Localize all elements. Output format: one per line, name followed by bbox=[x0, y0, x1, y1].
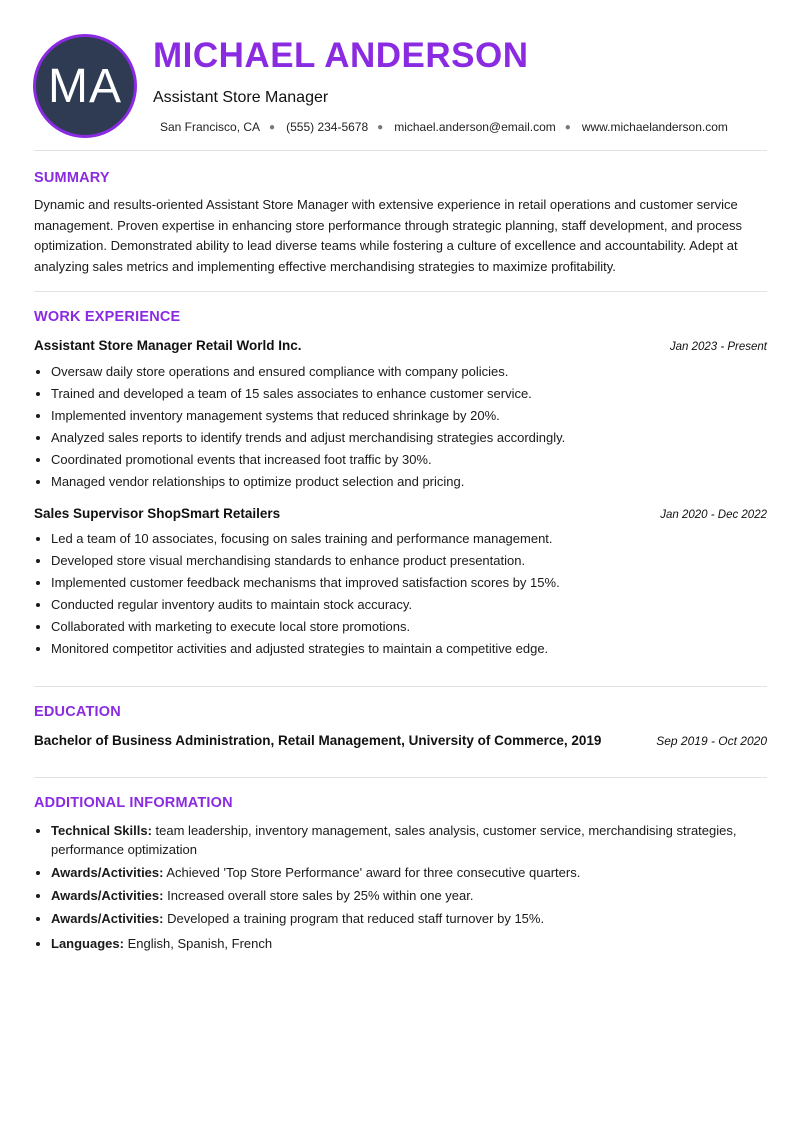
list-item: • Implemented inventory management systems that reduced shrinkage by 20%. bbox=[51, 405, 784, 427]
list-item: • Led a team of 10 associates, focusing on sales training and performance management. bbox=[51, 528, 784, 550]
item-text: Increased overall store sales by 25% within one year. bbox=[167, 888, 474, 903]
job-date: Jan 2020 - Dec 2022 bbox=[660, 509, 767, 521]
section-heading-additional: ADDITIONAL INFORMATION bbox=[34, 795, 233, 811]
list-item bbox=[51, 886, 784, 905]
candidate-name: MICHAEL ANDERSON bbox=[153, 36, 529, 75]
list-item: • Conducted regular inventory audits to maintain stock accuracy. bbox=[51, 594, 784, 616]
list-item: • Monitored competitor activities and adjusted strategies to maintain a competitive edge. bbox=[51, 638, 784, 660]
summary-text: Dynamic and results-oriented Assistant Store Manager with extensive experience in retail operations and customer service management. Proven expertise in enhancing store performance through strategic planning, staff development, and process optimization. Demonstrated ability to lead diverse teams while fostering a culture of excellence and accountability. Adept at analyzing sales metrics and implementing effective merchandising strategies to maximize profitability. bbox=[34, 197, 742, 274]
list-item: • Collaborated with marketing to execute local store promotions. bbox=[51, 616, 784, 638]
item-label: Awards/Activities: bbox=[51, 888, 164, 903]
contact-website[interactable]: www.michaelanderson.com bbox=[581, 120, 728, 134]
item-text: Achieved 'Top Store Performance' award for three consecutive quarters. bbox=[166, 865, 581, 880]
item-label: Awards/Activities: bbox=[51, 911, 164, 926]
list-item: • Developed store visual merchandising standards to enhance product presentation. bbox=[51, 550, 784, 572]
contact-phone: (555) 234-5678 bbox=[286, 120, 369, 134]
list-item: • Managed vendor relationships to optimize product selection and pricing. bbox=[51, 471, 784, 493]
additional-list bbox=[34, 821, 784, 957]
list-item bbox=[51, 934, 784, 953]
job-bullets bbox=[34, 361, 784, 493]
separator-dot-icon: ● bbox=[377, 121, 384, 133]
item-text: team leadership, inventory management, sales analysis, customer service, merchandising strategies, performance optimization bbox=[51, 823, 737, 857]
divider bbox=[34, 150, 767, 151]
list-item: • Oversaw daily store operations and ensured compliance with company policies. bbox=[51, 361, 784, 383]
avatar bbox=[33, 34, 137, 138]
item-label: Languages: bbox=[51, 936, 124, 951]
job-date: Jan 2023 - Present bbox=[669, 341, 767, 353]
item-label: Awards/Activities: bbox=[51, 865, 164, 880]
divider bbox=[34, 686, 767, 687]
avatar-initials: MA bbox=[48, 59, 122, 113]
item-label: Technical Skills: bbox=[51, 823, 152, 838]
list-item: • Implemented customer feedback mechanisms that improved satisfaction scores by 15%. bbox=[51, 572, 784, 594]
contact-email[interactable]: michael.anderson@email.com bbox=[394, 120, 556, 134]
separator-dot-icon: ● bbox=[564, 121, 571, 133]
section-heading-education: EDUCATION bbox=[34, 704, 121, 720]
job-header bbox=[34, 338, 767, 353]
contact-location: San Francisco, CA bbox=[160, 120, 261, 134]
item-text: Developed a training program that reduced staff turnover by 15%. bbox=[167, 911, 545, 926]
education-date: Sep 2019 - Oct 2020 bbox=[656, 734, 767, 748]
list-item bbox=[51, 909, 784, 928]
list-item: • Trained and developed a team of 15 sales associates to enhance customer service. bbox=[51, 383, 784, 405]
section-heading-experience: WORK EXPERIENCE bbox=[34, 309, 181, 325]
divider bbox=[34, 777, 767, 778]
job-role: Sales Supervisor ShopSmart Retailers bbox=[34, 506, 281, 521]
education-degree: Bachelor of Business Administration, Retail Management, University of Commerce, 2019 bbox=[34, 733, 602, 748]
list-item bbox=[51, 821, 784, 859]
job-header bbox=[34, 506, 767, 521]
candidate-title: Assistant Store Manager bbox=[153, 89, 329, 106]
item-text: English, Spanish, French bbox=[127, 936, 273, 951]
job-bullets bbox=[34, 528, 784, 660]
list-item: • Analyzed sales reports to identify trends and adjust merchandising strategies accordingly. bbox=[51, 427, 784, 449]
list-item: • Coordinated promotional events that increased foot traffic by 30%. bbox=[51, 449, 784, 471]
job-role: Assistant Store Manager Retail World Inc. bbox=[34, 338, 302, 353]
list-item bbox=[51, 863, 784, 882]
section-heading-summary: SUMMARY bbox=[34, 170, 110, 186]
contact-line bbox=[160, 120, 728, 134]
education-entry bbox=[34, 733, 767, 748]
divider bbox=[34, 291, 767, 292]
separator-dot-icon: ● bbox=[269, 121, 276, 133]
